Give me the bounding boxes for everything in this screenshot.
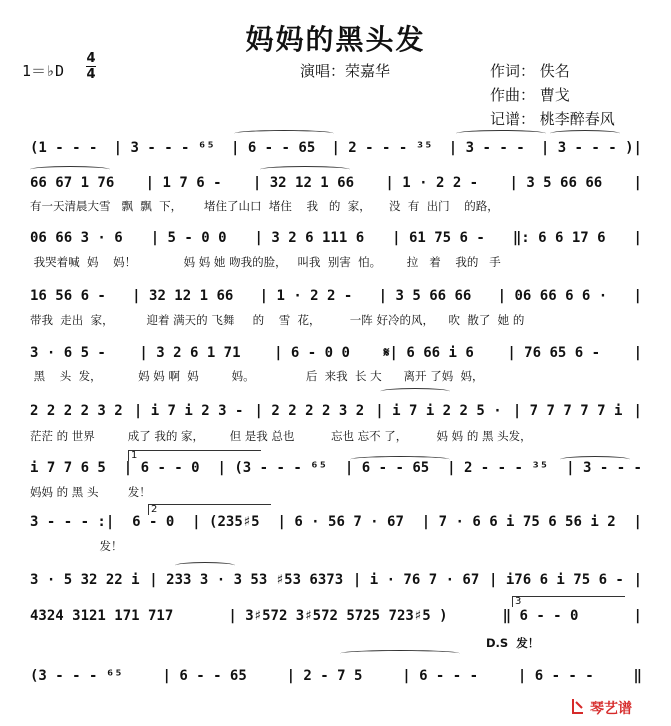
notation-measure: | 7 · 6 6 i 75 6 56 i 2: [421, 514, 616, 530]
notation-measure: | 6 - - -: [517, 668, 594, 684]
slur-mark: [340, 650, 460, 657]
notation-measure: ‖ 6 - - 0: [502, 608, 579, 624]
composer-credit: 作曲： 曹戈: [490, 86, 570, 104]
notation-measure: | 3 - - -: [566, 460, 642, 476]
notation-measure: | 6 - - -: [402, 668, 479, 684]
notation-measure: ‖: [633, 668, 642, 684]
lyric-row: 有一天清晨大雪 飘 飘 下， 堵住了山口 堵住 我 的 家， 没 有 出门 的路，: [30, 199, 499, 213]
key-signature: 1＝♭D: [22, 62, 65, 80]
notation-measure: | 3 5 66 66: [509, 175, 603, 191]
meter-bottom: 4: [86, 67, 96, 82]
notation-measure: 2 2 2 2 3 2: [30, 403, 123, 419]
notation-row: [30, 175, 642, 191]
notation-measure: 6 - 0: [132, 514, 175, 530]
singer-credit: 演唱：荣嘉华: [300, 62, 391, 80]
notation-measure: | 3 - - - )|: [540, 140, 642, 156]
notation-measure: | 1 7 6 -: [145, 175, 222, 191]
volta-label-3: 3: [515, 596, 522, 607]
notation-measure: | 2 2 2 2 3 2: [254, 403, 365, 419]
notation-measure: 3 · 5 32 22 i: [30, 572, 140, 588]
lyric-row: 我哭着喊 妈 妈！ 妈 妈 她 吻我的脸， 叫我 别害 怕。 拉 着 我的 手: [30, 255, 501, 269]
notation-measure: |: [633, 572, 642, 588]
notation-measure: | 1 · 2 2 -: [259, 288, 353, 304]
volta-label-2: 2: [151, 504, 158, 515]
notation-measure: | 5 - 0 0: [150, 230, 227, 246]
notation-measure: | 06 66 6 6 ·: [497, 288, 608, 304]
slur-mark: [260, 166, 350, 173]
notation-measure: | i · 76 7 · 67: [352, 572, 480, 588]
slur-mark: [456, 130, 546, 137]
qinyipu-logo-icon: [570, 697, 586, 715]
notation-measure: | 3 5 66 66: [378, 288, 472, 304]
volta-label-1: 1: [131, 450, 138, 461]
lyric-row: 黑 头 发， 妈 妈 啊 妈 妈。 后 来我 长 大 离开 了妈 妈，: [30, 369, 484, 383]
time-signature: [86, 52, 96, 81]
notation-measure: | 32 12 1 66: [132, 288, 234, 304]
slur-mark: [550, 130, 620, 137]
notation-measure: | 1 · 2 2 -: [385, 175, 479, 191]
notation-measure: 3 · 6 5 -: [30, 345, 106, 361]
notation-measure: | i 7 i 2 2 5 ·: [375, 403, 502, 419]
volta-bracket-1: [128, 450, 261, 461]
notation-measure: | 6 - 0 0: [274, 345, 350, 361]
notation-row: [30, 230, 642, 246]
slur-mark: [234, 130, 334, 137]
notation-measure: 3 - - - :|: [30, 514, 115, 530]
lyricist-credit: 作词： 佚名: [490, 62, 570, 80]
notation-measure: | (235♯5: [192, 514, 260, 530]
lyric-row: 妈妈 的 黑 头 发！: [30, 485, 151, 499]
notation-measure: | 3 - - - ⁶⁵: [113, 140, 215, 156]
notation-measure: | 6 - - 0: [123, 460, 200, 476]
notation-row: [30, 514, 642, 530]
notation-row: [30, 403, 642, 419]
volta-bracket-3: [512, 596, 625, 607]
lyric-row: 发！: [30, 539, 123, 553]
meter-top: 4: [86, 51, 96, 66]
notation-row: [30, 608, 642, 624]
notation-measure: | 6 · 56 7 · 67: [277, 514, 404, 530]
notation-measure: | 6 - - 65: [162, 668, 247, 684]
notation-measure: 4324 3121 171 717: [30, 608, 174, 624]
notation-measure: ‖: 6 6 17 6: [512, 230, 606, 246]
notation-measure: | i 7 i 2 3 -: [133, 403, 244, 419]
watermark-text: 琴艺谱: [590, 701, 632, 717]
notation-measure: |: [633, 514, 642, 530]
notation-measure: |: [633, 175, 642, 191]
notation-measure: | 6 - - 65: [344, 460, 430, 476]
notation-measure: | 3 2 6 111 6: [254, 230, 365, 246]
notation-measure: | 3 2 6 1 71: [139, 345, 241, 361]
notation-measure: | 7 7 7 7 7 i: [512, 403, 623, 419]
notation-measure: |: [633, 403, 642, 419]
notation-measure: | 3♯572 3♯572 5725 723♯5 ): [228, 608, 448, 624]
notation-measure: 𝄋| 6 66 i 6: [383, 345, 474, 361]
notation-measure: 16 56 6 -: [30, 288, 106, 304]
notation-measure: | 2 - - - ³⁵: [331, 140, 433, 156]
lyric-row: 带我 走出 家， 迎着 满天的 飞舞 的 雪 花， 一阵 好冷的风， 吹 散了 她 的: [30, 313, 525, 327]
notation-measure: | (3 - - - ⁶⁵: [217, 460, 328, 476]
notation-measure: i 7 7 6 5: [30, 460, 106, 476]
notation-measure: | 32 12 1 66: [252, 175, 355, 191]
notation-measure: | i76 6 i 75 6 -: [489, 572, 624, 588]
notation-row: [30, 460, 642, 476]
notation-measure: 66 67 1 76: [30, 175, 115, 191]
transcriber-credit: 记谱： 桃李醉春风: [490, 110, 615, 128]
notation-measure: |: [633, 288, 642, 304]
notation-measure: | 3 - - -: [448, 140, 525, 156]
slur-mark: [380, 388, 450, 395]
notation-measure: 06 66 3 · 6: [30, 230, 123, 246]
ds-instruction: D.S 发！: [486, 636, 540, 650]
notation-measure: |: [633, 608, 642, 624]
notation-row: [30, 140, 642, 156]
notation-row: [30, 572, 642, 588]
song-title: 妈妈的黑头发: [245, 23, 426, 56]
notation-measure: | 76 65 6 -: [507, 345, 601, 361]
slur-mark: [350, 456, 450, 463]
notation-measure: | 2 - 7 5: [286, 668, 363, 684]
notation-measure: |: [633, 230, 642, 246]
lyric-row: 茫茫 的 世界 成了 我的 家， 但 是我 总也 忘也 忘不 了， 妈 妈 的 黑 头发，: [30, 429, 532, 443]
notation-row: [30, 668, 642, 684]
notation-measure: |: [633, 345, 642, 361]
notation-row: [30, 288, 642, 304]
slur-mark: [30, 166, 110, 173]
notation-measure: (1 - - -: [30, 140, 98, 156]
slur-mark: [560, 456, 630, 463]
volta-bracket-2: [148, 504, 271, 515]
notation-measure: | 6 - - 65: [230, 140, 316, 156]
slur-mark: [175, 562, 235, 569]
notation-row: [30, 345, 642, 361]
notation-measure: (3 - - - ⁶⁵: [30, 668, 123, 684]
notation-measure: | 61 75 6 -: [392, 230, 485, 246]
notation-measure: | 233 3 · 3 53 ♯53 6373: [149, 572, 344, 588]
notation-measure: | 2 - - - ³⁵: [447, 460, 549, 476]
